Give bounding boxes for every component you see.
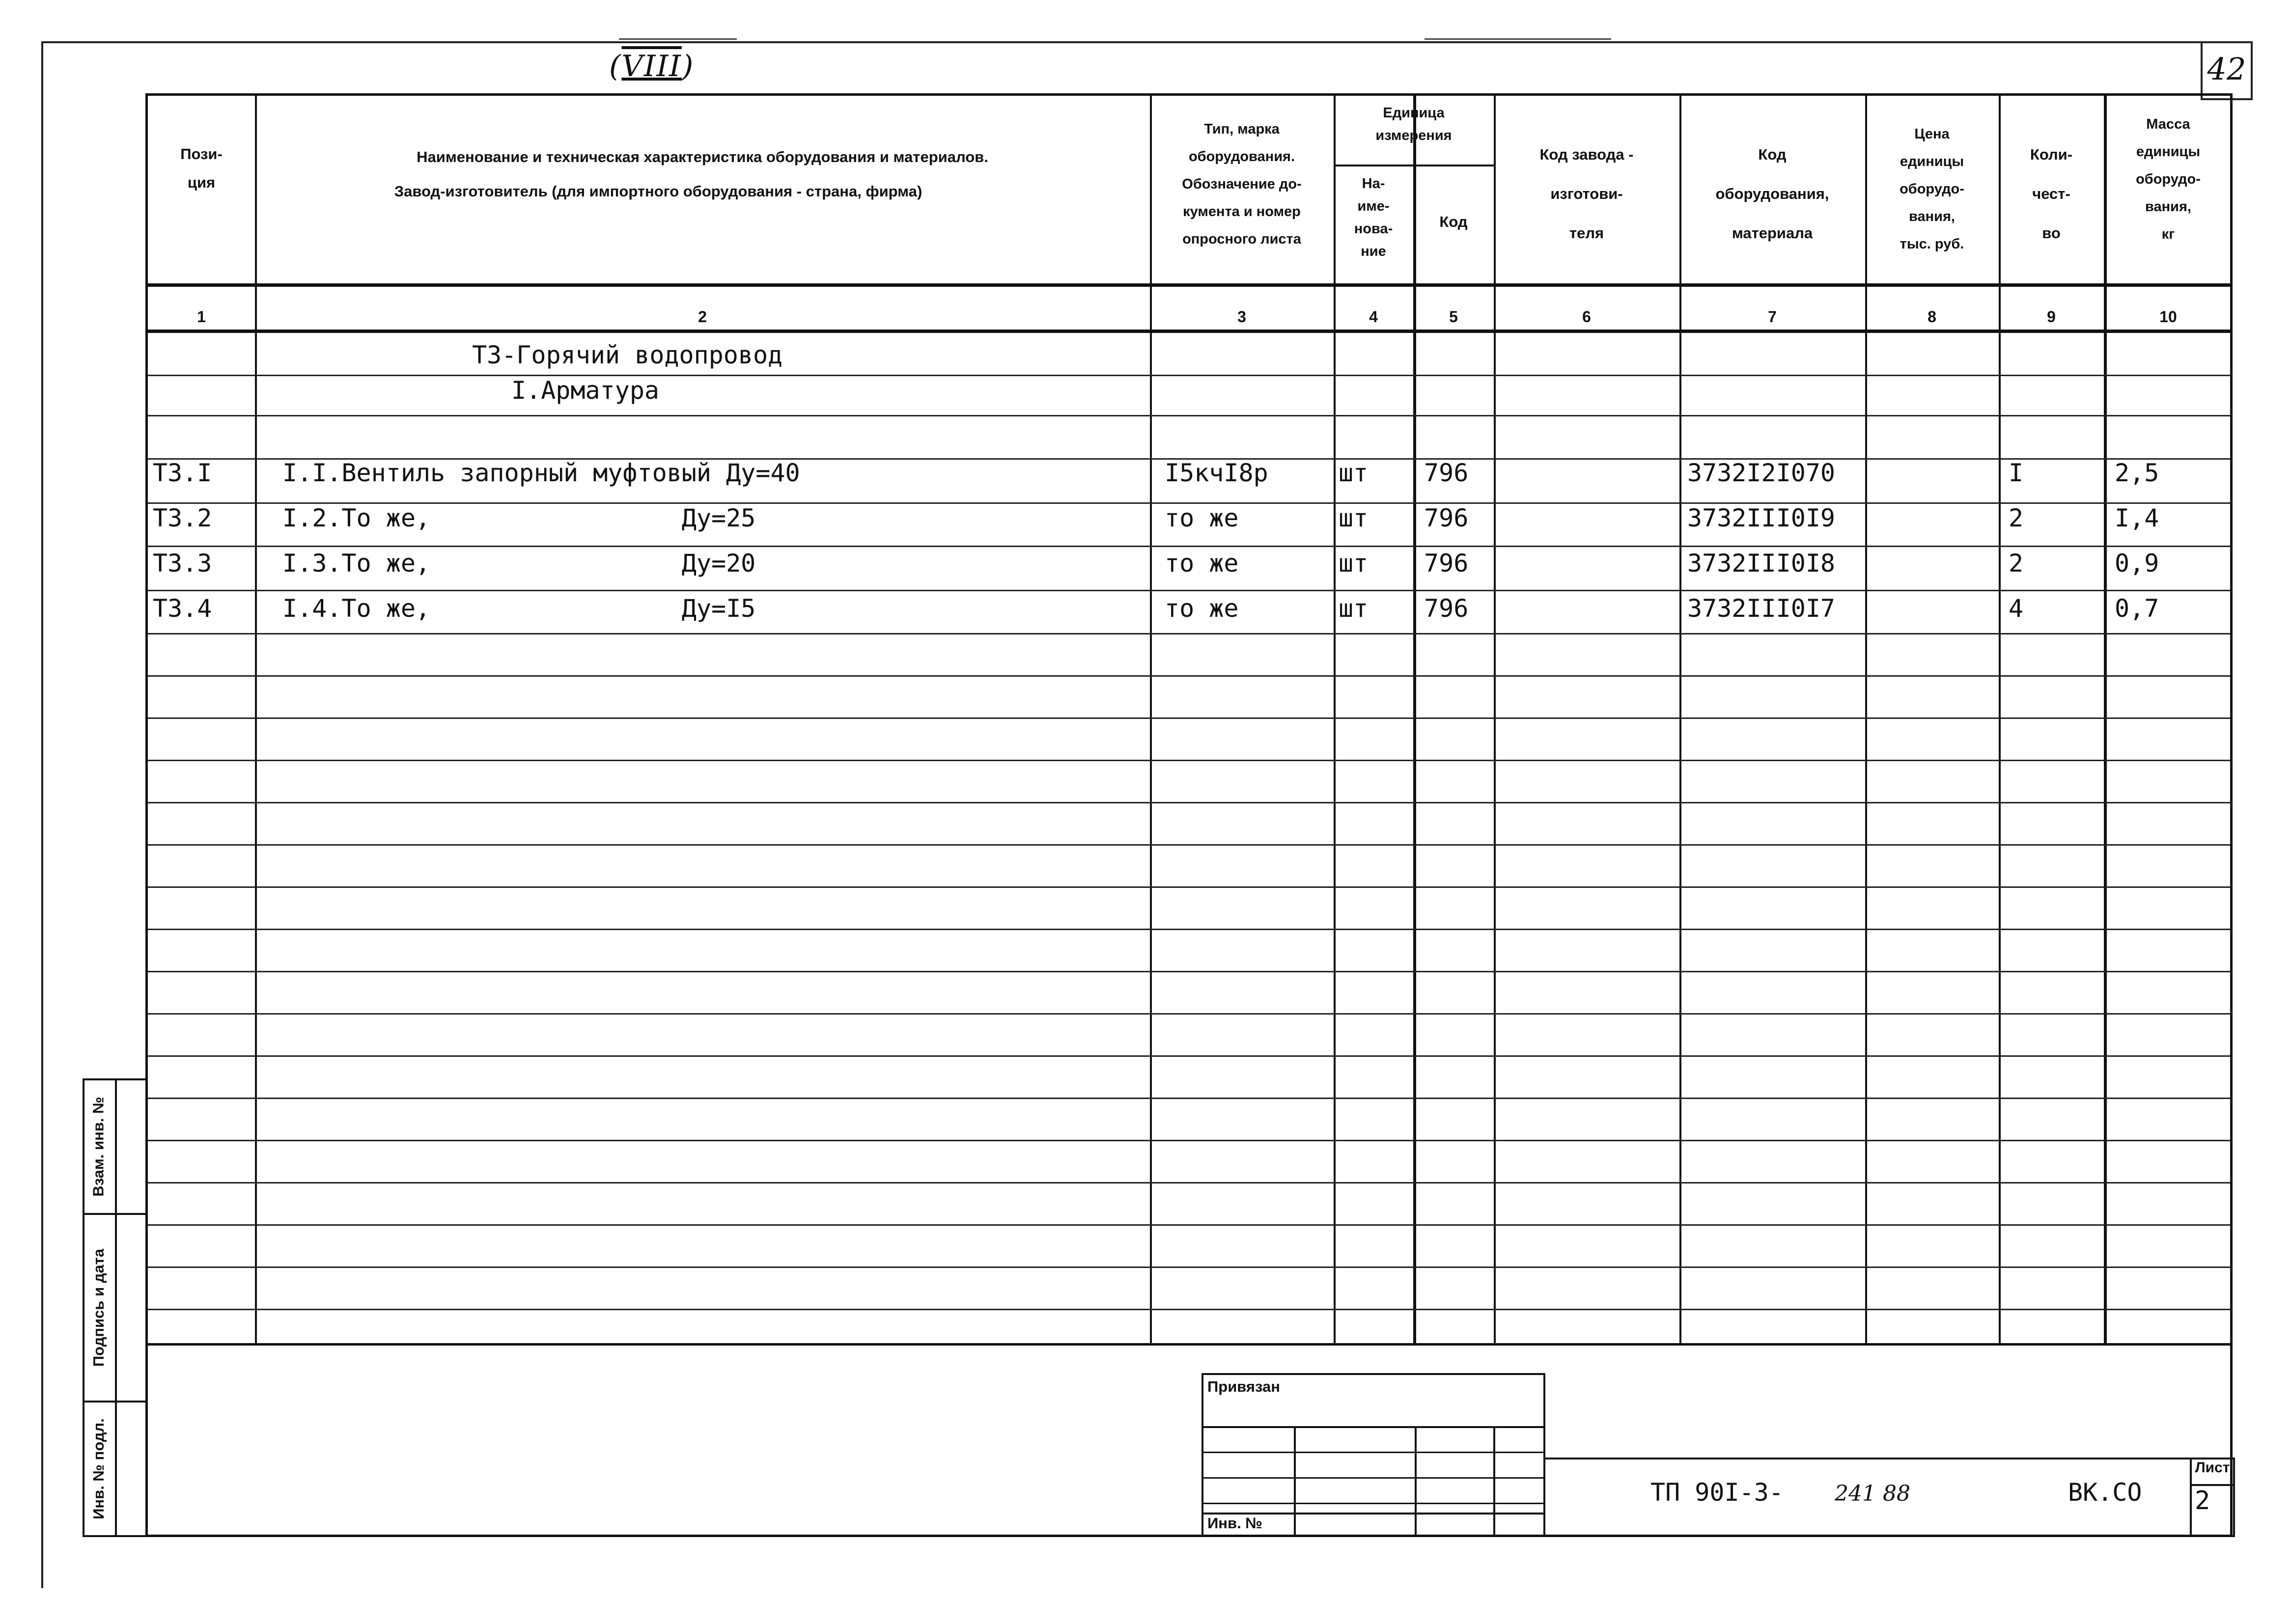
section-title: ТЗ-Горячий водопровод [472,341,783,369]
binding-stamp [1201,1373,1545,1537]
header-factory-code: Код завода - изготови- теля [1539,146,1634,242]
row-unit: шт [1339,459,1369,487]
column-number: 3 [1237,308,1246,326]
header-position: Пози- ция [180,145,223,191]
list-label: Лист [2195,1459,2230,1476]
row-equipment-code: 3732III0I8 [1687,549,1836,578]
title-block-divider [1545,1458,2235,1459]
row-name: I.I.Вентиль запорный муфтовый Ду=40 [282,459,800,487]
row-unit: шт [1339,549,1369,578]
header-unit-group: Единица измерения [1375,105,1452,143]
document-code: ВК.СО [2068,1478,2142,1507]
header-unit-code: Код [1439,213,1468,230]
row-quantity: 2 [2009,504,2024,532]
sheet-number: 42 [2207,51,2246,87]
row-unit-code: 796 [1424,549,1469,578]
row-type: то же [1165,504,1239,532]
section-mark: (VIII) [609,49,695,83]
column-number: 9 [2047,308,2056,326]
row-mass: 2,5 [2115,459,2159,487]
header-unit-name: На- име- нова- ние [1354,176,1393,259]
column-number: 4 [1369,308,1378,326]
column-number: 10 [2159,308,2177,326]
project-code: ТП 90I-3- [1650,1478,1784,1507]
side-label-original: Инв. № подл. [90,1418,108,1519]
row-equipment-code: 3732III0I7 [1687,594,1836,623]
top-dash-line [619,38,737,40]
row-type: то же [1165,594,1239,623]
row-name: I.3.То же, Ду=20 [282,549,756,578]
row-position: Т3.I [153,459,212,487]
project-code-suffix: 241 88 [1835,1481,1910,1506]
row-quantity: 4 [2009,594,2024,623]
header-quantity: Коли- чест- во [2030,146,2073,242]
header-price: Цена единицы оборудо- вания, тыс. руб. [1900,126,1964,252]
row-unit: шт [1339,504,1369,532]
column-number: 5 [1449,308,1458,326]
row-mass: I,4 [2115,504,2159,532]
stamp-inventory: Инв. № [1207,1514,1262,1532]
row-unit-code: 796 [1424,459,1469,487]
row-unit-code: 796 [1424,504,1469,532]
header-type: Тип, марка оборудования. Обозначение до- кумента и номер опросного листа [1182,121,1302,247]
column-number: 2 [698,308,707,326]
side-label-replace: Взам. инв. № [90,1097,108,1197]
subsection-title: I.Арматура [511,376,660,405]
row-mass: 0,9 [2115,549,2159,578]
header-name: Наименование и техническая характеристика оборудования и материалов. Завод-изготовитель (для импортного оборудования - страна, фирма) [394,148,988,200]
header-mass: Масса единицы оборудо- вания, кг [2136,116,2201,242]
row-quantity: I [2009,459,2024,487]
row-mass: 0,7 [2115,594,2159,623]
column-number: 8 [1928,308,1936,326]
specification-table [145,93,2233,1346]
side-label-sign-date: Подпись и дата [90,1248,108,1367]
top-dash-line [1425,38,1611,40]
title-block [145,1346,2233,1537]
row-unit: шт [1339,594,1369,623]
row-type: I5кчI8р [1165,459,1268,487]
row-position: Т3.4 [153,594,212,623]
row-quantity: 2 [2009,549,2024,578]
row-position: Т3.3 [153,549,212,578]
stamp-title: Привязан [1207,1378,1280,1395]
row-equipment-code: 3732III0I9 [1687,504,1836,532]
header-equipment-code: Код оборудования, материала [1715,146,1829,242]
row-unit-code: 796 [1424,594,1469,623]
row-position: Т3.2 [153,504,212,532]
row-equipment-code: 3732I2I070 [1687,459,1836,487]
list-number: 2 [2195,1486,2210,1515]
row-name: I.4.То же, Ду=I5 [282,594,756,623]
column-number: 6 [1582,308,1591,326]
column-number: 1 [197,308,206,326]
column-number: 7 [1768,308,1777,326]
row-type: то же [1165,549,1239,578]
row-name: I.2.То же, Ду=25 [282,504,756,532]
